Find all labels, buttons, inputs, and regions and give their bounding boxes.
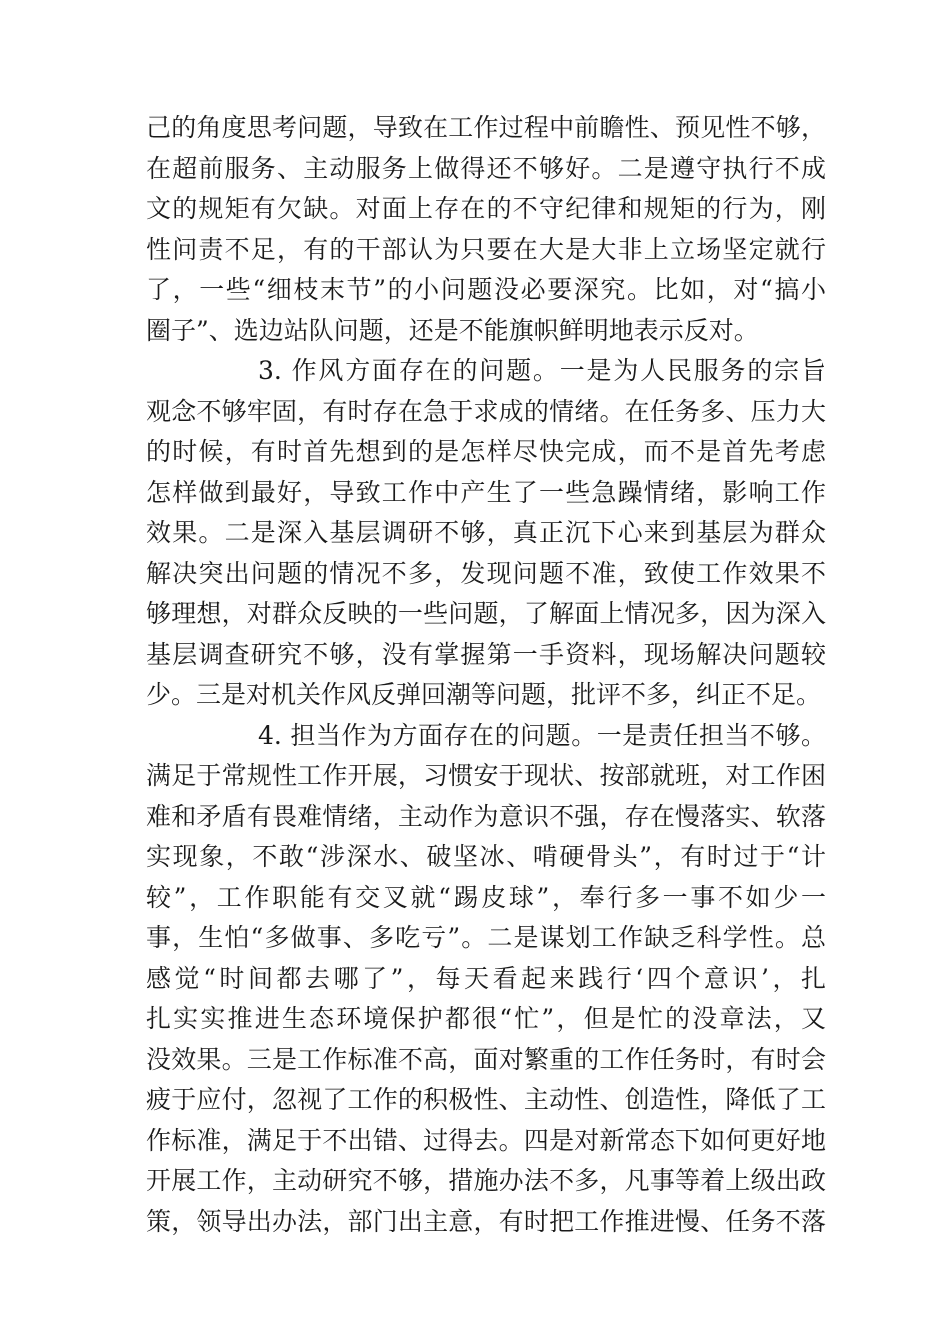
text-line: 在超前服务、主动服务上做得还不够好。二是遵守执行不成 (146, 153, 826, 183)
text-line: 实现象，不敢“涉深水、破坚冰、啃硬骨头”，有时过于“计 (146, 842, 826, 871)
document-body (146, 108, 826, 1242)
text-line: 扎实实推进生态环境保护都很“忙”，但是忙的没章法，又 (146, 1004, 826, 1033)
text-line: 够理想，对群众反映的一些问题，了解面上情况多，因为深入 (146, 599, 826, 628)
text-line: 事，生怕“多做事、多吃亏”。二是谋划工作缺乏科学性。总 (146, 923, 826, 952)
text-line: 圈子”、选边站队问题，还是不能旗帜鲜明地表示反对。 (146, 315, 759, 345)
text-line: 文的规矩有欠缺。对面上存在的不守纪律和规矩的行为，刚 (146, 194, 826, 223)
text-line: 怎样做到最好，导致工作中产生了一些急躁情绪，影响工作 (146, 477, 826, 507)
text-line: 解决突出问题的情况不多，发现问题不准，致使工作效果不 (146, 558, 826, 588)
text-line: 策，领导出办法，部门出主意，有时把工作推进慢、任务不落 (146, 1206, 826, 1236)
section-heading-line: 4. 担当作为方面存在的问题。一是责任担当不够。 (258, 720, 826, 750)
text-line: 的时候，有时首先想到的是怎样尽快完成，而不是首先考虑 (146, 437, 826, 466)
text-line: 开展工作，主动研究不够，措施办法不多，凡事等着上级出政 (146, 1166, 826, 1195)
text-line: 基层调查研究不够，没有掌握第一手资料，现场解决问题较 (146, 639, 826, 669)
text-line: 没效果。三是工作标准不高，面对繁重的工作任务时，有时会 (146, 1044, 826, 1074)
text-line: 作标准，满足于不出错、过得去。四是对新常态下如何更好地 (146, 1125, 826, 1155)
text-line: 己的角度思考问题，导致在工作过程中前瞻性、预见性不够， (146, 113, 826, 142)
text-line: 感觉“时间都去哪了”，每天看起来践行‘四个意识’，扎 (146, 963, 826, 993)
text-line: 少。三是对机关作风反弹回潮等问题，批评不多，纠正不足。 (146, 680, 822, 709)
text-line: 较”，工作职能有交叉就“踢皮球”，奉行多一事不如少一 (146, 882, 826, 912)
text-line: 满足于常规性工作开展，习惯安于现状、按部就班，对工作困 (146, 761, 826, 790)
text-line: 了，一些“细枝末节”的小问题没必要深究。比如，对“搞小 (146, 275, 826, 304)
text-line: 难和矛盾有畏难情绪，主动作为意识不强，存在慢落实、软落 (146, 801, 826, 831)
text-line: 观念不够牢固，有时存在急于求成的情绪。在任务多、压力大 (146, 396, 826, 426)
text-line: 效果。二是深入基层调研不够，真正沉下心来到基层为群众 (146, 518, 826, 547)
text-line: 性问责不足，有的干部认为只要在大是大非上立场坚定就行 (146, 234, 826, 264)
text-line: 疲于应付，忽视了工作的积极性、主动性、创造性，降低了工 (146, 1085, 826, 1114)
section-heading-line: 3. 作风方面存在的问题。一是为人民服务的宗旨 (258, 356, 826, 385)
